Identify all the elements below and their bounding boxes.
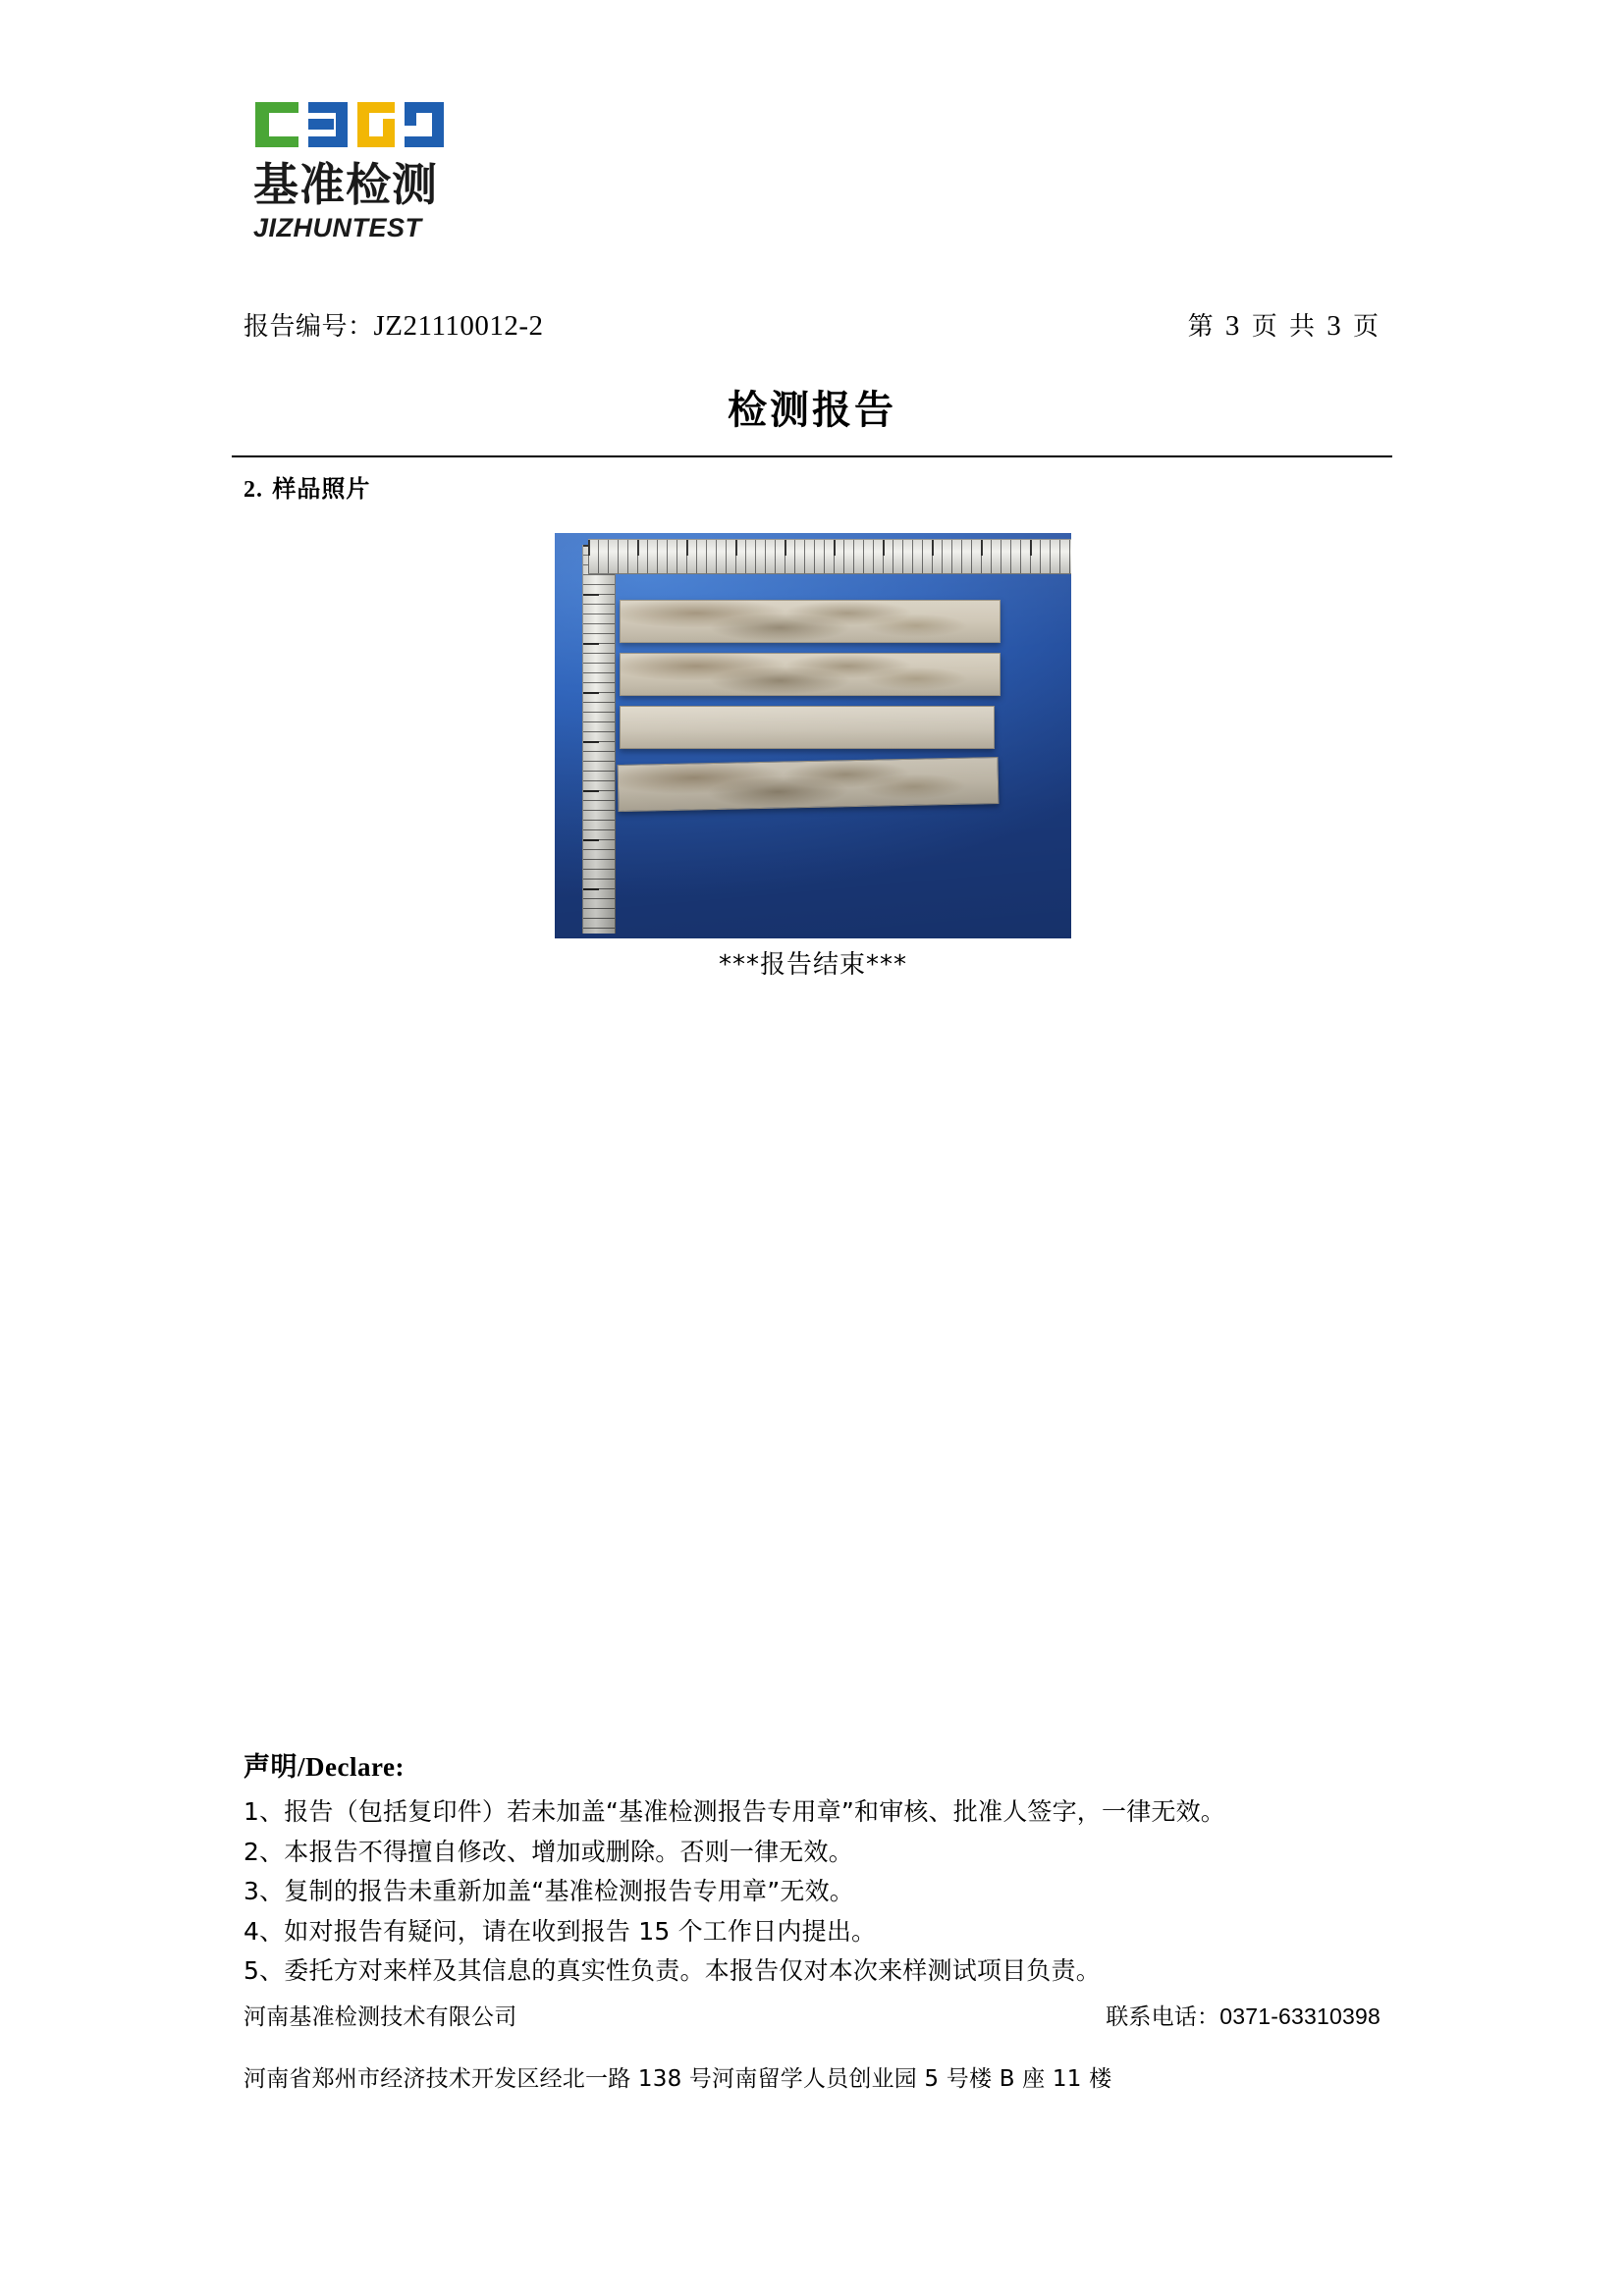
page-prefix: 第 bbox=[1187, 312, 1216, 342]
section-title: 样品照片 bbox=[272, 475, 371, 503]
declare-item: 3、复制的报告未重新加盖“基准检测报告专用章”无效。 bbox=[244, 1877, 855, 1905]
footer-contact-row bbox=[244, 1999, 1380, 2031]
declare-item: 4、如对报告有疑问，请在收到报告 15 个工作日内提出。 bbox=[244, 1916, 877, 1946]
document-footer bbox=[244, 1999, 1380, 2093]
declare-item: 5、委托方对来样及其信息的真实性负责。本报告仅对本次来样测试项目负责。 bbox=[244, 1956, 1101, 1985]
section-heading bbox=[244, 469, 370, 504]
page-title: 检测报告 bbox=[728, 388, 896, 433]
footer-telephone-value: 0371-63310398 bbox=[1219, 2003, 1380, 2029]
declare-item: 1、报告（包括复印件）若未加盖“基准检测报告专用章”和审核、批准人签字，一律无效。 bbox=[244, 1797, 1226, 1826]
report-number-value: JZ21110012-2 bbox=[373, 310, 544, 342]
declare-title bbox=[244, 1745, 1380, 1784]
page-total: 3 bbox=[1326, 310, 1343, 342]
jizhun-logo-mark-icon bbox=[253, 94, 461, 155]
declare-title-cn: 声明 bbox=[244, 1752, 298, 1783]
footer-telephone-label: 联系电话： bbox=[1106, 2004, 1220, 2030]
sample-photo bbox=[555, 533, 1071, 938]
page-current: 3 bbox=[1224, 310, 1242, 342]
footer-telephone bbox=[1106, 1999, 1380, 2031]
sample-photo-image bbox=[555, 533, 1071, 938]
document-header-row bbox=[244, 306, 1380, 343]
title-divider bbox=[232, 455, 1392, 457]
declare-item: 2、本报告不得擅自修改、增加或删除。否则一律无效。 bbox=[244, 1837, 853, 1866]
footer-address: 河南省郑州市经济技术开发区经北一路 138 号河南留学人员创业园 5 号楼 B 座 11 楼 bbox=[244, 2066, 1112, 2092]
report-number bbox=[244, 306, 544, 343]
logo-chinese-name: 基准检测 bbox=[253, 158, 438, 211]
page-indicator bbox=[1188, 306, 1380, 343]
page-suffix: 页 bbox=[1352, 312, 1380, 342]
logo-english-name: JIZHUNTEST bbox=[253, 212, 422, 242]
page-middle: 页 共 bbox=[1251, 312, 1317, 342]
report-end-marker: ***报告结束*** bbox=[718, 950, 907, 980]
company-logo bbox=[253, 94, 479, 243]
footer-company-name: 河南基准检测技术有限公司 bbox=[244, 2004, 517, 2030]
photo-shading bbox=[555, 533, 1071, 938]
report-number-label: 报告编号： bbox=[244, 312, 374, 342]
declare-block bbox=[244, 1745, 1380, 1992]
declare-title-en: /Declare: bbox=[298, 1752, 405, 1782]
section-index: 2. bbox=[244, 477, 263, 503]
